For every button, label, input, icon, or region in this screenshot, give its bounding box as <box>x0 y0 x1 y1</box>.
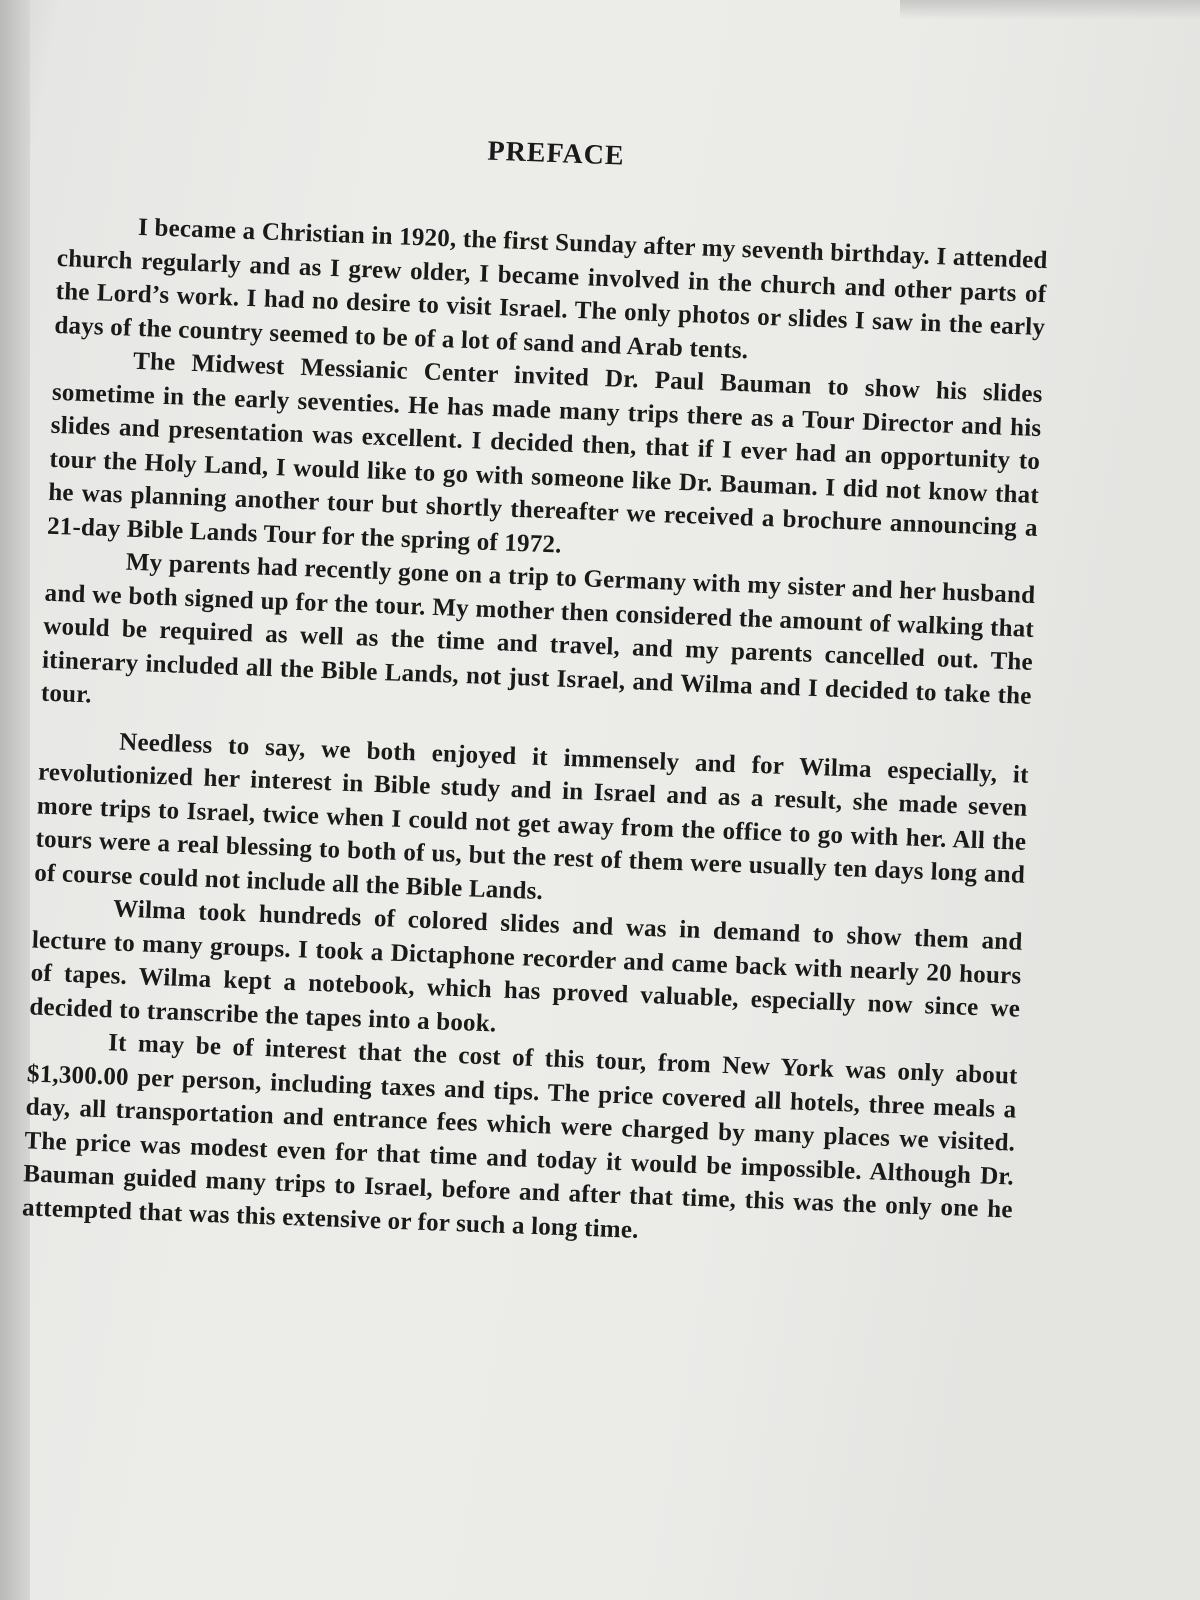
paragraph-2: The Midwest Messianic Center invited Dr. Paul Bauman to show his slides sometime in the early seventies. He has made many trips there as a Tour Director and his slides and presentation was excellent. I decided then, that if I ever had an opportunity to tour the Holy Land, I would like to go with someone like Dr. Bauman. I did not know that he was planning another tour but shortly thereafter we received a brochure announcing a 21-day Bible Lands Tour for the spring of 1972. <box>46 347 1044 559</box>
paragraph-5: Wilma took hundreds of colored slides and was in demand to show them and lecture to many groups. I took a Dictaphone recorder and came back with nearly 20 hours of tapes. Wilma kept a notebook, which has proved valuable, especially now since we decided to transcribe the tapes into a book. <box>29 895 1024 1038</box>
page-corner-shadow <box>900 0 1200 20</box>
paragraph-4: Needless to say, we both enjoyed it immensely and for Wilma especially, it revolutionized her interest in Bible study and in Israel and as a result, she made seven more trips to Israel, twice when I could not get away from the office to go with her. All the tours were a real blessing to both of us, but the rest of them were usually ten days long and of course could not include all the Bible Lands. <box>33 728 1030 905</box>
paragraph-3: My parents had recently gone on a trip to Germany with my sister and her husband and we both signed up for the tour. My mother then considered the amount of walking that would be required as well as the time and travel, and my parents cancelled out. The itinerary included all the Bible Lands, not just Israel, and Wilma and I decided to take the tour. <box>40 548 1036 710</box>
paragraph-6: It may be of interest that the cost of this tour, from New York was only about $1,300.00 per person, including taxes and tips. The price covered all hotels, three meals a day, all transportation and entrance fees which were charged by many places we visited. The price was modest even for that time and today it would be impossible. Although Dr. Bauman guided many trips to Israel, before and after that time, this was the only one he attempted that was this extensive or for such a long time. <box>21 1029 1019 1244</box>
preface-page <box>22 120 1052 1261</box>
paragraph-1: I became a Christian in 1920, the first Sunday after my seventh birthday. I attended church regularly and as I grew older, I became involved in the church and other parts of the Lord’s work. I had no desire to visit Israel. The only photos or slides I saw in the early days of the country seemed to be of a lot of sand and Arab tents. <box>53 213 1049 364</box>
book-spine-shadow <box>0 0 30 1600</box>
page-title: PREFACE <box>486 135 626 172</box>
